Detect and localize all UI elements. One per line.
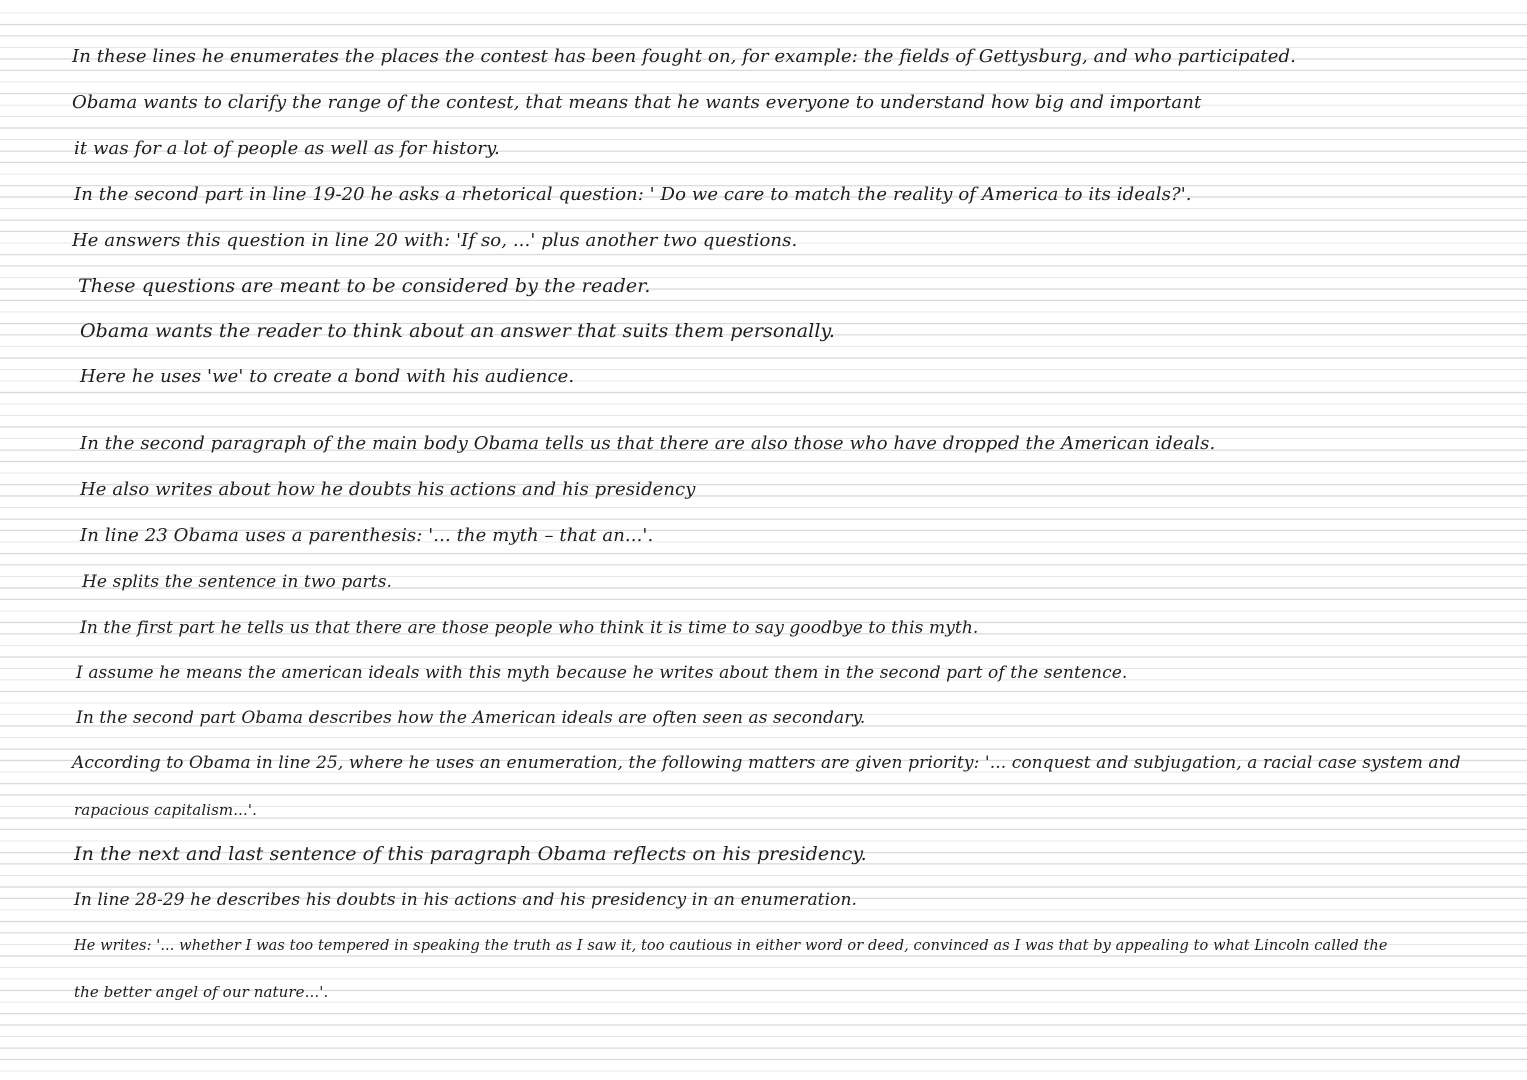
text-line: In the next and last sentence of this paragraph Obama reflects on his presidency. [74, 843, 867, 865]
text-line: Obama wants to clarify the range of the contest, that means that he wants everyone to understand how big and important [72, 92, 1202, 113]
text-line: In line 28-29 he describes his doubts in his actions and his presidency in an enumeration. [74, 890, 858, 910]
text-line: Here he uses 'we' to create a bond with his audience. [80, 366, 575, 387]
text-line: These questions are meant to be considered by the reader. [78, 275, 651, 297]
text-line: Obama wants the reader to think about an answer that suits them personally. [80, 320, 835, 342]
text-line: it was for a lot of people as well as for history. [74, 138, 500, 159]
text-line: In the second paragraph of the main body Obama tells us that there are also those who have dropped the American ideals. [80, 433, 1216, 454]
text-line: rapacious capitalism...'. [74, 801, 257, 819]
text-line: In the first part he tells us that there are those people who think it is time to say goodbye to this myth. [80, 618, 979, 638]
text-line: In these lines he enumerates the places the contest has been fought on, for example: the fields of Gettysburg, and who participated. [72, 46, 1296, 67]
text-line: According to Obama in line 25, where he uses an enumeration, the following matters are given priority: '... conquest and subjugation, a racial case system and [72, 753, 1461, 773]
text-line: He also writes about how he doubts his actions and his presidency [80, 479, 696, 500]
text-line: He writes: '... whether I was too tempered in speaking the truth as I saw it, too cautious in either word or deed, convinced as I was that by appealing to what Lincoln called the [74, 938, 1388, 954]
text-line: He splits the sentence in two parts. [82, 572, 393, 592]
text-line: the better angel of our nature...'. [74, 983, 329, 1001]
text-line: He answers this question in line 20 with: 'If so, ...' plus another two questions. [72, 230, 798, 251]
text-line: In line 23 Obama uses a parenthesis: '... the myth – that an...'. [80, 525, 654, 546]
text-line: In the second part Obama describes how the American ideals are often seen as secondary. [76, 708, 866, 728]
text-line: In the second part in line 19-20 he asks a rhetorical question: ' Do we care to match the reality of America to its ideals?'. [74, 184, 1192, 205]
text-line: I assume he means the american ideals with this myth because he writes about them in the second part of the sentence. [76, 663, 1128, 683]
